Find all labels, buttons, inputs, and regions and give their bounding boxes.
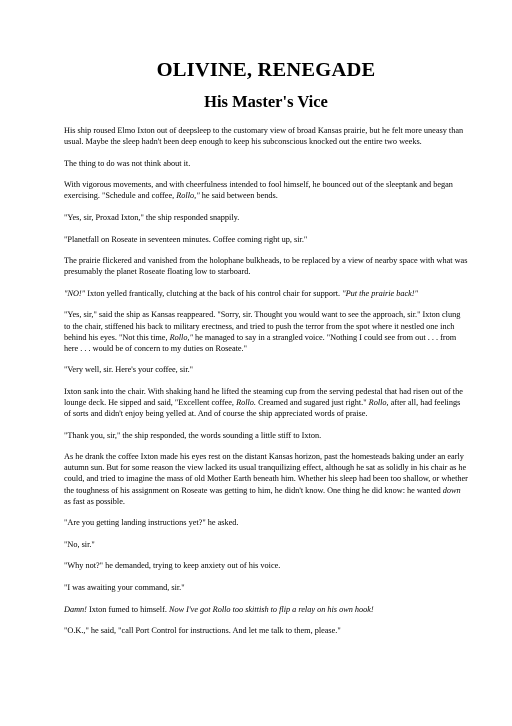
paragraph	[64, 539, 468, 550]
paragraph	[64, 288, 468, 299]
italic-text: "NO!"	[64, 288, 86, 298]
italic-text: Rollo.	[236, 398, 256, 407]
book-title: OLIVINE, RENEGADE	[156, 59, 376, 81]
text-run: "Planetfall on Roseate in seventeen minutes. Coffee coming right up, sir."	[64, 234, 308, 244]
paragraph	[64, 625, 468, 636]
italic-text: down	[442, 485, 461, 495]
text-run: after all, had feelings of sorts and didn't enjoy being yelled at. And of course the ship appreciated words of praise.	[64, 398, 461, 419]
text-run: The prairie flickered and vanished from the holophane bulkheads, to be replaced by a view of nearby space with what was presumably the planet Roseate floating low to starboard.	[64, 256, 468, 277]
text-run: With vigorous movements, and with cheerfulness intended to fool himself, he bounced out of the sleeptank and began exercising. "Schedule and coffee,	[64, 180, 453, 201]
paragraph	[64, 604, 468, 615]
text-run: Creamed and sugared just right."	[256, 398, 369, 407]
italic-text: "Put the prairie back!"	[342, 288, 418, 298]
paragraph	[64, 309, 468, 353]
text-run: "No, sir."	[64, 539, 95, 549]
paragraph	[64, 255, 468, 277]
paragraph	[64, 582, 468, 593]
body-text	[64, 125, 468, 636]
paragraph	[64, 234, 468, 245]
paragraph	[64, 125, 468, 147]
italic-text: Damn!	[64, 604, 87, 614]
paragraph	[64, 179, 468, 201]
paragraph	[64, 560, 468, 571]
text-run: "Why not?" he demanded, trying to keep anxiety out of his voice.	[64, 561, 281, 571]
text-run: as fast as possible.	[64, 496, 125, 506]
text-run: "Very well, sir. Here's your coffee, sir."	[64, 365, 194, 375]
paragraph	[64, 386, 468, 419]
text-run: "Yes, sir," said the ship as Kansas reappeared. "Sorry, sir. Thought you would want to see the approach, sir." Ixton clung to the chair, stiffened his back to military erectness, and tried to push the terror from the spot where it nestled one inch behind his eyes. "Not this time,	[64, 310, 461, 342]
italic-text: Now I've got Rollo too skittish to flip a relay on his own hook!	[168, 604, 374, 614]
text-run: The thing to do was not think about it.	[64, 158, 191, 168]
paragraph	[64, 212, 468, 223]
text-run: he managed to say in a strangled voice. "Nothing I could see from out . . . from here . . . would be of concern to my duties on Roseate."	[64, 332, 457, 353]
chapter-title: His Master's Vice	[204, 92, 328, 111]
text-run: Ixton sank into the chair. With shaking hand he lifted the steaming cup from the serving pedestal that had risen out of the lounge deck. He sipped and said, "Excellent coffee,	[64, 386, 463, 407]
text-run: Ixton yelled frantically, clutching at the back of his control chair for support.	[85, 288, 343, 298]
paragraph	[64, 158, 468, 169]
text-run: Ixton fumed to himself.	[86, 604, 169, 614]
italic-text: Rollo,"	[176, 191, 200, 201]
text-run: As he drank the coffee Ixton made his eyes rest on the distant Kansas horizon, past the homesteads baking under an early autumn sun. But for some reason the view lacked its usual tranquilizing effect, although he sat as solidly in his chair as he could, and tried to imagine the mass of old Mother Earth beneath him. Whether his sleep had been too shallow, or whether the toughness of his assignment on Roseate was getting to him, he didn't know. One thing he did know: he wanted	[64, 452, 468, 495]
paragraph	[64, 430, 468, 441]
italic-text: Rollo,"	[169, 332, 193, 342]
text-run: "I was awaiting your command, sir."	[64, 583, 185, 593]
italic-text: Rollo,	[368, 398, 389, 407]
paragraph	[64, 451, 468, 506]
paragraph	[64, 517, 468, 528]
text-run: "Are you getting landing instructions yet?" he asked.	[64, 518, 239, 528]
text-run: "Yes, sir, Proxad Ixton," the ship responded snappily.	[64, 212, 240, 222]
text-run: "Thank you, sir," the ship responded, the words sounding a little stiff to Ixton.	[64, 430, 322, 440]
paragraph	[64, 364, 468, 375]
text-run: he said between bends.	[199, 191, 278, 201]
text-run: "O.K.," he said, "call Port Control for instructions. And let me talk to them, please."	[64, 626, 341, 636]
text-run: His ship roused Elmo Ixton out of deepsleep to the customary view of broad Kansas prairie, but he felt more uneasy than usual. Maybe the sleep hadn't been deep enough to keep his subconscious knocked out the entire two weeks.	[64, 126, 464, 147]
